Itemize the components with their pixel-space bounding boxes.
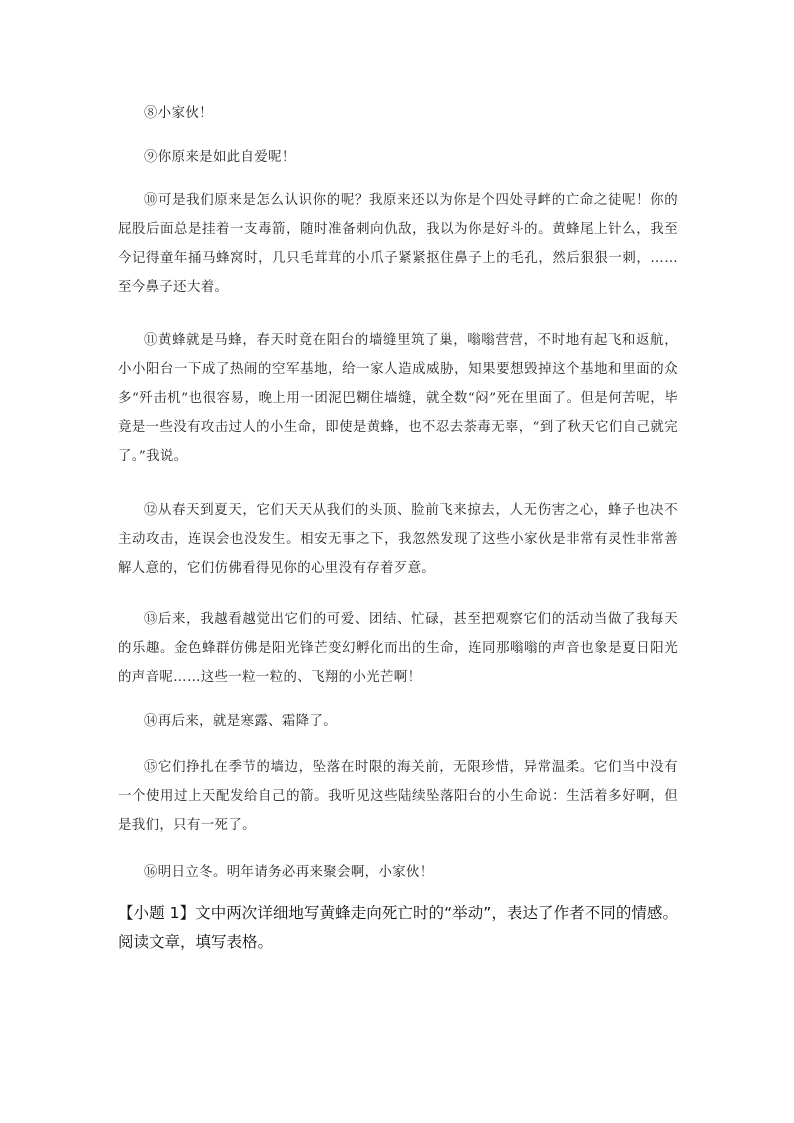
paragraph-12: ⑫从春天到夏天，它们天天从我们的头顶、脸前飞来掠去，人无伤害之心，蜂子也决不主动攻击，连误会也没发生。相安无事之下，我忽然发现了这些小家伙是非常有灵性非常善解人意的，它们仿佛看得见你的心里没有存着歹意。 [118, 503, 678, 576]
question-1: 【小题 1】文中两次详细地写黄蜂走向死亡时的“举动”，表达了作者不同的情感。阅读文章，填写表格。 [118, 904, 678, 951]
paragraph-13: ⑬后来，我越看越觉出它们的可爱、团结、忙碌，甚至把观察它们的活动当做了我每天的乐趣。金色蜂群仿佛是阳光锋芒变幻孵化而出的生命，连同那嗡嗡的声音也象是夏日阳光的声音呢……这些一粒一粒的、飞翔的小光芒啊！ [118, 612, 678, 685]
paragraph-14: ⑭再后来，就是寒露、霜降了。 [144, 714, 338, 729]
paragraph-11: ⑪黄蜂就是马蜂，春天时竟在阳台的墙缝里筑了巢，嗡嗡营营，不时地有起飞和返航，小小阳台一下成了热闹的空军基地，给一家人造成威胁，知果要想毁掉这个基地和里面的众多“歼击机”也很容易，晚上用一团泥巴糊住墙缝，就全数“闷”死在里面了。但是何苦呢，毕竟是一些没有攻击过人的小生命，即使是黄蜂，也不忍去荼毒无辜，“到了秋天它们自己就完了。”我说。 [118, 333, 678, 464]
paragraph-10: ⑩可是我们原来是怎么认识你的呢？我原来还以为你是个四处寻衅的亡命之徒呢！你的屁股后面总是挂着一支毒箭，随时准备刺向仇敌，我以为你是好斗的。黄蜂尾上针么，我至今记得童年捅马蜂窝时，几只毛茸茸的小爪子紧紧抠住鼻子上的毛孔，然后狠狠一刺，……至今鼻子还大着。 [118, 193, 678, 295]
paragraph-8: ⑧小家伙！ [144, 106, 213, 121]
paragraph-16: ⑯明日立冬。明年请务必再来聚会啊，小家伙！ [144, 865, 434, 880]
paragraph-9: ⑨你原来是如此自爱呢！ [144, 150, 296, 165]
paragraph-15: ⑮它们挣扎在季节的墙边，坠落在时限的海关前，无限珍惜，异常温柔。它们当中没有一个使用过上天配发给自己的箭。我听见这些陆续坠落阳台的小生命说：生活着多好啊，但是我们，只有一死了。 [118, 760, 678, 833]
